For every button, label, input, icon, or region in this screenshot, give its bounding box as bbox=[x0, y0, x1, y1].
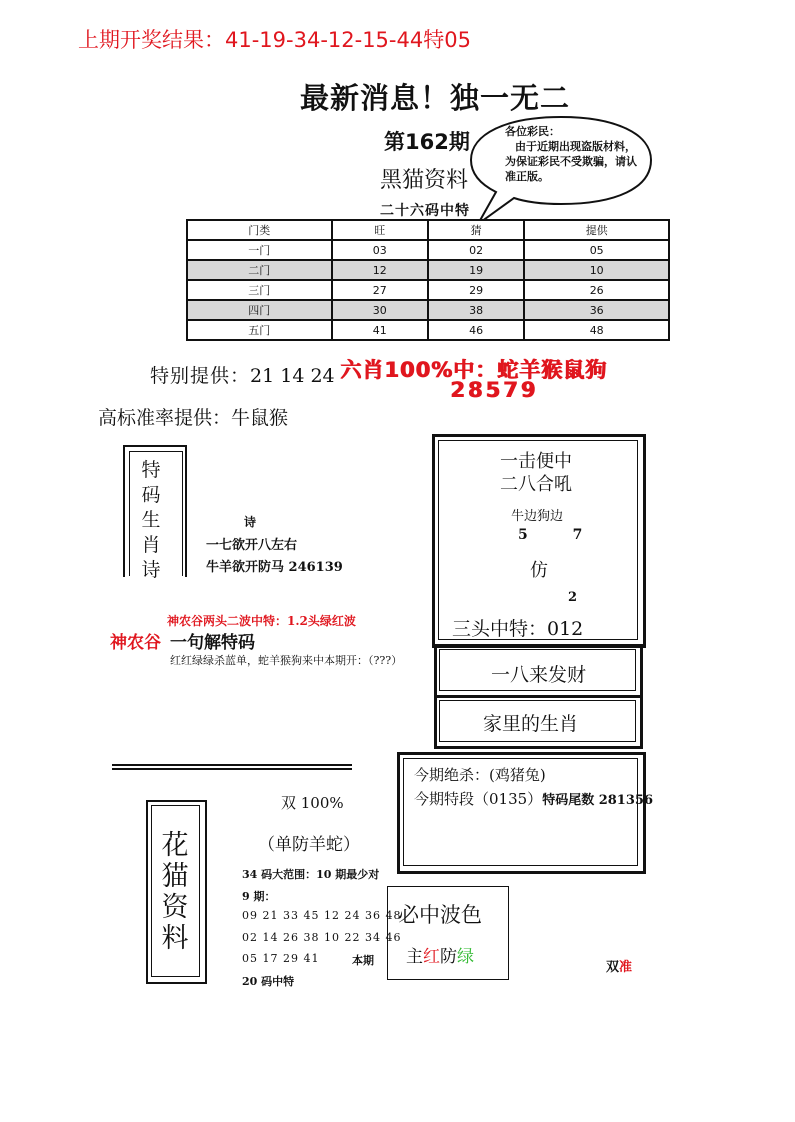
bibo-lv: 绿 bbox=[457, 947, 474, 967]
six-number: 28579 bbox=[450, 378, 539, 402]
six-xiao: 六肖100%中：蛇羊猴鼠狗 bbox=[340, 358, 607, 382]
table-cell: 38 bbox=[428, 300, 524, 320]
divider bbox=[112, 768, 352, 770]
right-box-line-7: 三头中特：012 bbox=[452, 618, 584, 640]
table-cell: 12 bbox=[332, 260, 428, 280]
gaobiao-line: 高标准率提供：牛鼠猴 bbox=[98, 407, 289, 429]
shennonggu-name: 神农谷 bbox=[110, 633, 161, 653]
previous-result: 上期开奖结果：41-19-34-12-15-44特05 bbox=[78, 28, 471, 52]
number-line: 05 17 29 41 bbox=[242, 952, 320, 965]
jinqi-duan bbox=[414, 788, 653, 809]
special-provide bbox=[150, 361, 335, 388]
right-box-line-6: 2 bbox=[568, 590, 578, 605]
table-cell: 27 bbox=[332, 280, 428, 300]
table-header: 猜 bbox=[428, 220, 524, 240]
poem-label: 诗 bbox=[244, 515, 257, 529]
table-cell: 02 bbox=[428, 240, 524, 260]
main-table bbox=[186, 219, 670, 341]
huamao-title: 花猫资料 bbox=[161, 830, 189, 954]
table-row bbox=[187, 300, 669, 320]
subtitle-26: 二十六码中特 bbox=[380, 203, 470, 219]
shuangzhun bbox=[606, 956, 632, 975]
table-cell: 41 bbox=[332, 320, 428, 340]
danfang: （单防羊蛇） bbox=[258, 835, 360, 855]
table-row bbox=[187, 320, 669, 340]
yiba-text: 一八来发财 bbox=[491, 664, 587, 686]
bibo-title: 必中波色 bbox=[398, 903, 482, 927]
range-34: 34 码大范围：10 期最少对 bbox=[242, 868, 380, 881]
issue-number: 第162期 bbox=[384, 130, 470, 154]
shuang-100: 双 100% bbox=[281, 794, 344, 812]
table-cell: 四门 bbox=[187, 300, 332, 320]
bibo-fang: 防 bbox=[440, 947, 457, 967]
table-cell: 一门 bbox=[187, 240, 332, 260]
bubble-text bbox=[505, 124, 645, 184]
table-cell: 29 bbox=[428, 280, 524, 300]
range-9: 9 期： bbox=[242, 890, 276, 903]
shuangzhun-zhun: 准 bbox=[619, 960, 633, 975]
jinqi-duan-suffix: 特码尾数 281356 bbox=[542, 793, 653, 808]
bubble-title: 各位彩民： bbox=[505, 125, 560, 138]
number-line: 09 21 33 45 12 24 36 48 bbox=[242, 909, 402, 922]
poem-line-2: 牛羊欲开防马 246139 bbox=[206, 560, 343, 575]
table-cell: 03 bbox=[332, 240, 428, 260]
bibo-zhu: 主 bbox=[406, 947, 423, 967]
table-cell: 30 bbox=[332, 300, 428, 320]
number-line: 02 14 26 38 10 22 34 46 bbox=[242, 931, 402, 944]
bibo-hong: 红 bbox=[423, 947, 440, 967]
table-cell: 三门 bbox=[187, 280, 332, 300]
right-box-line-4: 5 7 bbox=[518, 527, 603, 543]
table-cell: 36 bbox=[524, 300, 669, 320]
benqi-label: 本期 bbox=[352, 954, 374, 967]
shennonggu-red-line: 神农谷两头二波中特：1.2头绿红波 bbox=[167, 614, 356, 628]
table-cell: 五门 bbox=[187, 320, 332, 340]
shennonggu-subtitle: 一句解特码 bbox=[170, 633, 255, 653]
shuangzhun-shuang: 双 bbox=[606, 960, 620, 975]
special-value: 21 14 24 bbox=[250, 365, 335, 387]
right-box-line-2: 二八合吼 bbox=[500, 474, 572, 495]
table-cell: 26 bbox=[524, 280, 669, 300]
poem-title: 特码生肖诗 bbox=[141, 459, 161, 581]
bibo-colors bbox=[406, 942, 474, 967]
heimao-title: 黑猫资料 bbox=[380, 168, 469, 193]
table-row bbox=[187, 280, 669, 300]
code-20: 20 码中特 bbox=[242, 975, 295, 988]
right-box-line-5: 仿 bbox=[530, 560, 548, 581]
poem-line-1: 一七欲开八左右 bbox=[206, 538, 298, 553]
bubble-body: 由于近期出现盗版材料，为保证彩民不受欺骗，请认准正版。 bbox=[505, 140, 637, 183]
table-cell: 10 bbox=[524, 260, 669, 280]
headline: 最新消息！独一无二 bbox=[300, 81, 571, 115]
table-cell: 46 bbox=[428, 320, 524, 340]
shennonggu-line: 红红绿绿杀蓝单，蛇羊猴狗来中本期开：（???） bbox=[170, 654, 403, 667]
table-row bbox=[187, 240, 669, 260]
jiali-text: 家里的生肖 bbox=[483, 713, 579, 735]
table-cell: 二门 bbox=[187, 260, 332, 280]
right-box-line-3: 牛边狗边 bbox=[511, 509, 564, 524]
table-header: 提供 bbox=[524, 220, 669, 240]
table-cell: 48 bbox=[524, 320, 669, 340]
table-cell: 19 bbox=[428, 260, 524, 280]
special-label: 特别提供： bbox=[150, 365, 251, 387]
divider bbox=[112, 764, 352, 766]
right-box-line-1: 一击便中 bbox=[500, 451, 572, 472]
table-row bbox=[187, 260, 669, 280]
table-header: 旺 bbox=[332, 220, 428, 240]
table-cell: 05 bbox=[524, 240, 669, 260]
table-header: 门类 bbox=[187, 220, 332, 240]
jinqi-jue: 今期绝杀：(鸡猪兔) bbox=[414, 766, 546, 784]
jinqi-duan-prefix: 今期特段（0135） bbox=[414, 790, 543, 808]
